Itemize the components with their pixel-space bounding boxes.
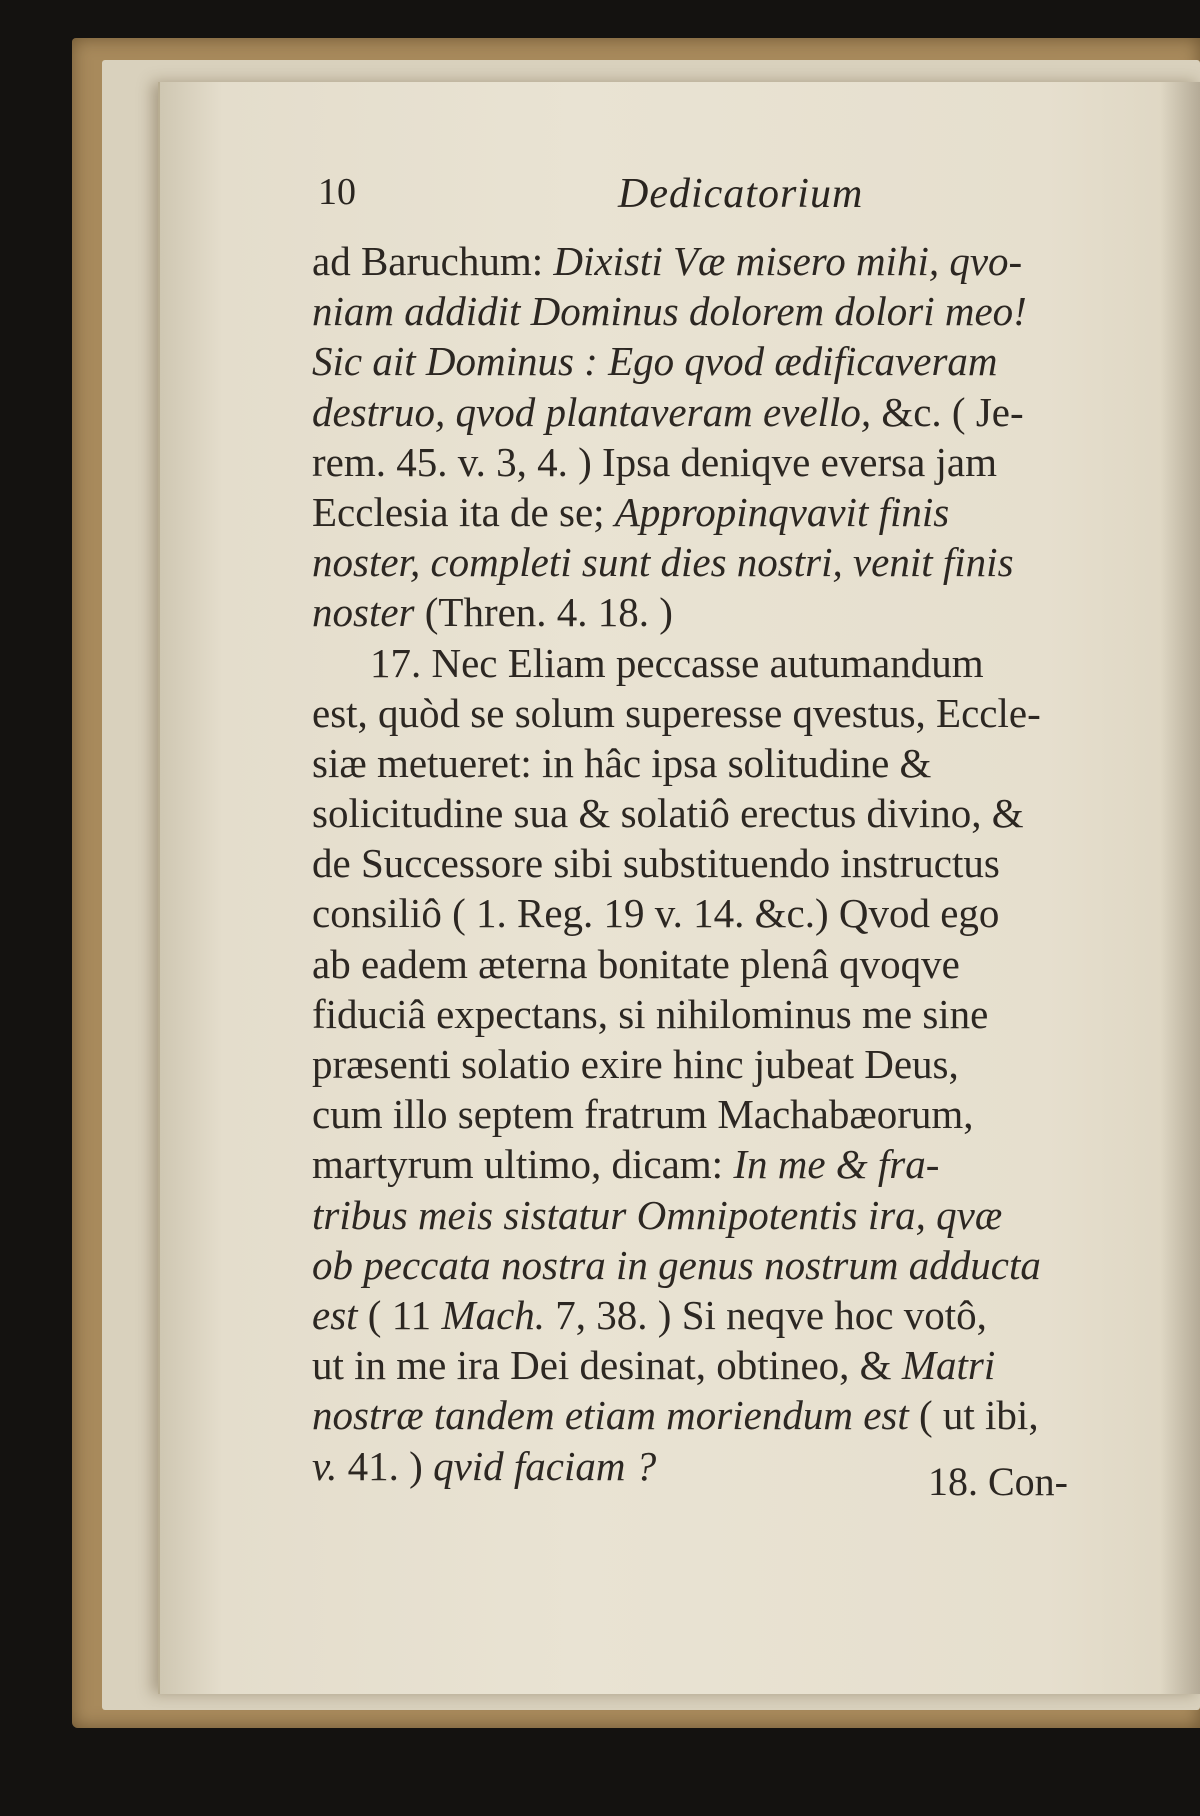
text-line xyxy=(312,939,1142,989)
text-line xyxy=(312,1290,1142,1340)
text-line xyxy=(312,587,1142,637)
text-line xyxy=(312,537,1142,587)
roman-text: Ecclesia ita de se; xyxy=(312,488,615,535)
italic-text: niam addidit Dominus dolorem dolori meo! xyxy=(312,288,1027,335)
text-line xyxy=(312,336,1142,386)
text-line xyxy=(312,437,1142,487)
text-line xyxy=(312,1390,1142,1440)
roman-text: solicitudine sua & solatiô erectus divino, & xyxy=(312,790,1024,837)
page-number: 10 xyxy=(318,171,356,213)
roman-text: 17. Nec Eliam peccasse autumandum xyxy=(370,639,984,686)
italic-text: v. xyxy=(312,1442,348,1489)
roman-text: consiliô ( 1. Reg. 19 v. 14. &c.) Qvod ego xyxy=(312,890,1000,937)
text-line xyxy=(312,387,1142,437)
body-text xyxy=(312,236,1142,1491)
roman-text: 41. ) xyxy=(347,1442,434,1489)
text-line xyxy=(312,989,1142,1039)
text-line xyxy=(312,1089,1142,1139)
roman-text: cum illo septem fratrum Machabæorum, xyxy=(312,1091,974,1138)
italic-text: Matri xyxy=(901,1342,996,1389)
italic-text: Appropinqvavit finis xyxy=(614,488,950,535)
roman-text: fiduciâ expectans, si nihilominus me sine xyxy=(312,990,989,1037)
roman-text: (Thren. 4. 18. ) xyxy=(424,589,673,636)
italic-text: tribus meis sistatur Omnipotentis ira, qvæ xyxy=(312,1191,1003,1238)
spine-shadow xyxy=(1160,82,1200,1694)
roman-text: ( 11 xyxy=(367,1291,442,1338)
text-line xyxy=(312,688,1142,738)
roman-text: ut in me ira Dei desinat, obtineo, & xyxy=(312,1342,902,1389)
text-line xyxy=(312,638,1142,688)
italic-text: nostræ tandem etiam moriendum est xyxy=(312,1392,919,1439)
running-title: Dedicatorium xyxy=(618,171,864,217)
catchword: 18. Con- xyxy=(928,1459,1068,1504)
text-line xyxy=(312,738,1142,788)
italic-text: qvid faciam ? xyxy=(433,1442,657,1489)
text-line xyxy=(312,236,1142,286)
text-line xyxy=(312,1139,1142,1189)
text-line xyxy=(312,1240,1142,1290)
text-line xyxy=(312,1190,1142,1240)
italic-text: destruo, qvod plantaveram evello, xyxy=(312,388,882,435)
italic-text: Sic ait Dominus : Ego qvod ædificaveram xyxy=(312,338,998,385)
roman-text: ( ut ibi, xyxy=(919,1392,1039,1439)
roman-text: ad Baruchum: xyxy=(312,238,554,284)
roman-text: de Successore sibi substituendo instructus xyxy=(312,840,1000,887)
italic-text: Dixisti Væ misero mihi, qvo- xyxy=(553,238,1023,284)
text-line xyxy=(312,1039,1142,1089)
text-line xyxy=(312,838,1142,888)
italic-text: ob peccata nostra in genus nostrum adducta xyxy=(312,1241,1041,1288)
roman-text: est, quòd se solum superesse qvestus, Eccle- xyxy=(312,689,1041,736)
italic-text: noster, completi sunt dies nostri, venit finis xyxy=(312,539,1014,586)
page-header xyxy=(318,170,1138,230)
roman-text: ab eadem æterna bonitate plenâ qvoqve xyxy=(312,940,960,987)
text-line xyxy=(312,487,1142,537)
italic-text: noster xyxy=(312,589,425,636)
text-line xyxy=(312,1340,1142,1390)
italic-text: est xyxy=(312,1291,368,1338)
text-line xyxy=(312,286,1142,336)
roman-text: 7, 38. ) Si neqve hoc votô, xyxy=(545,1291,987,1338)
italic-text: Mach. xyxy=(441,1291,546,1338)
roman-text: martyrum ultimo, dicam: xyxy=(312,1141,734,1188)
roman-text: rem. 45. v. 3, 4. ) Ipsa deniqve eversa jam xyxy=(312,438,998,485)
roman-text: præsenti solatio exire hinc jubeat Deus, xyxy=(312,1041,959,1087)
italic-text: In me & fra- xyxy=(733,1141,940,1188)
roman-text: &c. ( Je- xyxy=(881,388,1024,435)
text-line xyxy=(312,788,1142,838)
roman-text: siæ metueret: in hâc ipsa solitudine & xyxy=(312,739,932,786)
text-line xyxy=(312,888,1142,938)
